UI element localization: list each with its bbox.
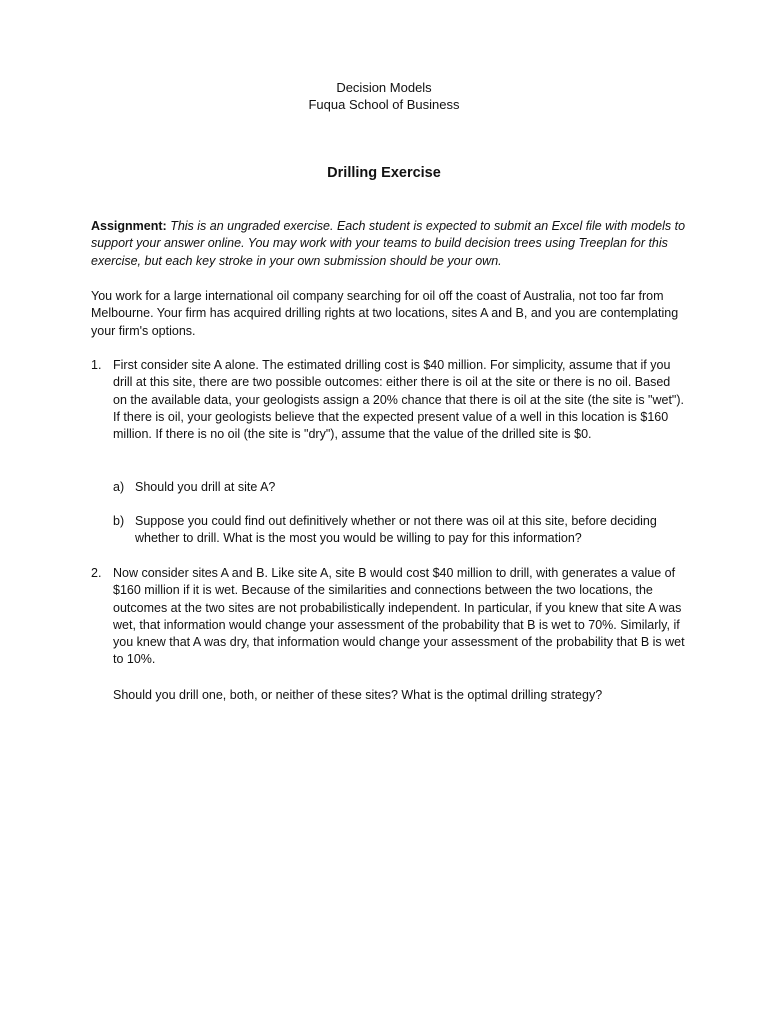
question-1a-text: Should you drill at site A? [135,480,276,494]
assignment-label: Assignment: [91,219,167,233]
question-1b-text: Suppose you could find out definitively whether or not there was oil at this site, before deciding whether to drill. What is the most you would be willing to pay for this information? [135,514,657,546]
question-2-text: Now consider sites A and B. Like site A, site B would cost $40 million to drill, with generates a value of $160 million if it is wet. Because of the similarities and connections between the two locations, the outcomes at the two sites are not probabilistically independent. In particular, if you knew that site A was wet, that information would change your assessment of the probability that B is wet to 70%. Similarly, if you knew that A was dry, that information would change your assessment of the probability that B is wet to 10%. [113,566,685,667]
question-1-number: 1. [91,358,102,372]
assignment-paragraph [91,218,691,270]
assignment-text: This is an ungraded exercise. Each student is expected to submit an Excel file with models to support your answer online. You may work with your teams to build decision trees using Treeplan for this exercise, but each key stroke in your own submission should be your own. [91,219,686,268]
school-name: Fuqua School of Business [308,97,460,112]
course-title: Decision Models [336,80,432,95]
question-1-text: First consider site A alone. The estimated drilling cost is $40 million. For simplicity, assume that if you drill at this site, there are two possible outcomes: either there is oil at the site or there is no oil. Based on the available data, your geologists assign a 20% chance that there is oil at the site (the site is "wet"). If there is oil, your geologists believe that the expected present value of a well in this location is $160 million. If there is no oil (the site is "dry"), assume that the value of the drilled site is $0. [113,358,685,442]
page-title: Drilling Exercise [327,165,441,181]
question-2-number: 2. [91,566,102,580]
question-1b-label: b) [113,514,125,528]
question-2-followup: Should you drill one, both, or neither of these sites? What is the optimal drilling strategy? [113,688,603,702]
question-1a-label: a) [113,480,125,494]
intro-paragraph: You work for a large international oil company searching for oil off the coast of Australia, not too far from Melbourne. Your firm has acquired drilling rights at two locations, sites A and B, and you are contemplating your firm's options. [91,289,679,338]
